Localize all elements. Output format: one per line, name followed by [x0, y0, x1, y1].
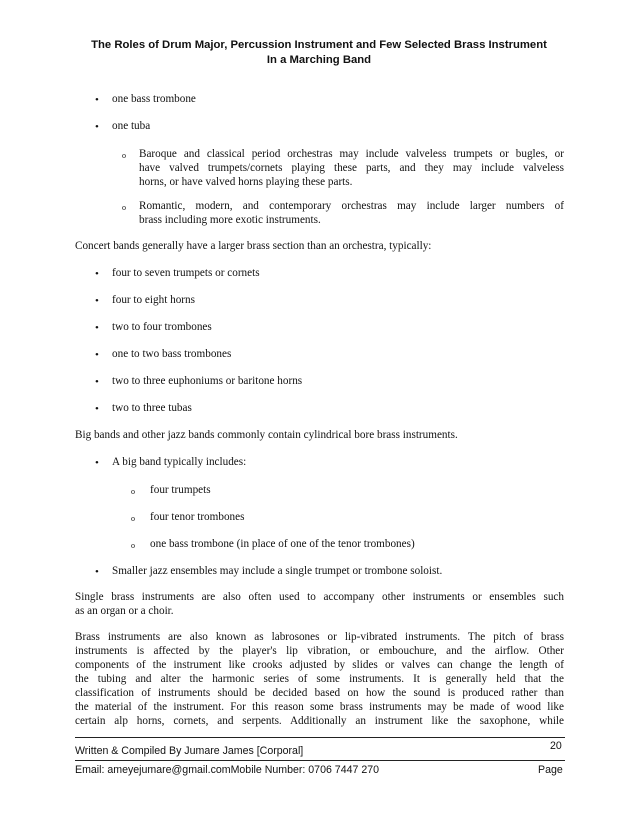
paragraph-line: classification of instruments should be decided based on how the sound is produced rather than [75, 687, 564, 699]
sub-bullet-circle: o [131, 487, 135, 496]
bullet-dot: • [95, 322, 99, 334]
page-header [60, 38, 578, 68]
sub-item-line: horns, or have valved horns playing these parts. [139, 176, 353, 188]
list-item: A big band typically includes: [112, 456, 247, 468]
bullet-dot: • [95, 376, 99, 388]
footer-divider [75, 760, 565, 761]
list-item: four to eight horns [112, 294, 195, 306]
sub-bullet-circle: o [131, 541, 135, 550]
bullet-dot: • [95, 94, 99, 106]
sub-item-line: Baroque and classical period orchestras may include valveless trumpets or bugles, or [139, 148, 564, 160]
paragraph-line: Single brass instruments are also often used to accompany other instruments or ensembles such [75, 591, 564, 603]
footer-page-label: Page [538, 764, 563, 776]
header-title-line1: The Roles of Drum Major, Percussion Instrument and Few Selected Brass Instrument [91, 39, 547, 51]
bullet-dot: • [95, 566, 99, 578]
footer-contact: Email: ameyejumare@gmail.comMobile Number: 0706 7447 270 [75, 764, 379, 776]
paragraph-line: components of the instrument like crooks adjusted by slides or valves can change the length of [75, 659, 564, 671]
bullet-dot: • [95, 121, 99, 133]
sub-item: four tenor trombones [150, 511, 245, 523]
paragraph-line: the tubing and alter the harmonic series of some instruments. It is generally held that the [75, 673, 564, 685]
page-number: 20 [550, 740, 562, 752]
list-item: one tuba [112, 120, 151, 132]
paragraph-line: Brass instruments are also known as labrosones or lip-vibrated instruments. The pitch of brass [75, 631, 564, 643]
list-item: two to three euphoniums or baritone horns [112, 375, 303, 387]
paragraph: Concert bands generally have a larger brass section than an orchestra, typically: [75, 240, 432, 252]
list-item: two to four trombones [112, 321, 212, 333]
sub-bullet-circle: o [122, 151, 126, 160]
footer-credit: Written & Compiled By Jumare James [Corporal] [75, 745, 304, 757]
list-item: four to seven trumpets or cornets [112, 267, 260, 279]
sub-item: four trumpets [150, 484, 211, 496]
sub-item: one bass trombone (in place of one of the tenor trombones) [150, 538, 415, 550]
paragraph-line: the material of the instrument. For this reason some brass instruments may be made of wood like [75, 701, 564, 713]
list-item: two to three tubas [112, 402, 192, 414]
sub-bullet-circle: o [131, 514, 135, 523]
bullet-dot: • [95, 457, 99, 469]
paragraph-line: as an organ or a choir. [75, 605, 174, 617]
list-item: one to two bass trombones [112, 348, 232, 360]
list-item: one bass trombone [112, 93, 196, 105]
sub-item-line: have valved trumpets/cornets playing these parts, and they may include valveless [139, 162, 564, 174]
paragraph-line: instruments is affected by the player's lip vibration, or embouchure, and the airflow. Other [75, 645, 564, 657]
paragraph-line: certain alp horns, cornets, and serpents. Additionally an instrument like the saxophone, while [75, 715, 564, 727]
sub-bullet-circle: o [122, 203, 126, 212]
paragraph: Big bands and other jazz bands commonly contain cylindrical bore brass instruments. [75, 429, 458, 441]
header-title-line2: In a Marching Band [266, 54, 372, 66]
bullet-dot: • [95, 268, 99, 280]
footer-divider [75, 737, 565, 738]
sub-item-line: brass including more exotic instruments. [139, 214, 321, 226]
bullet-dot: • [95, 295, 99, 307]
list-item: Smaller jazz ensembles may include a single trumpet or trombone soloist. [112, 565, 443, 577]
sub-item-line: Romantic, modern, and contemporary orchestras may include larger numbers of [139, 200, 564, 212]
bullet-dot: • [95, 349, 99, 361]
bullet-dot: • [95, 403, 99, 415]
